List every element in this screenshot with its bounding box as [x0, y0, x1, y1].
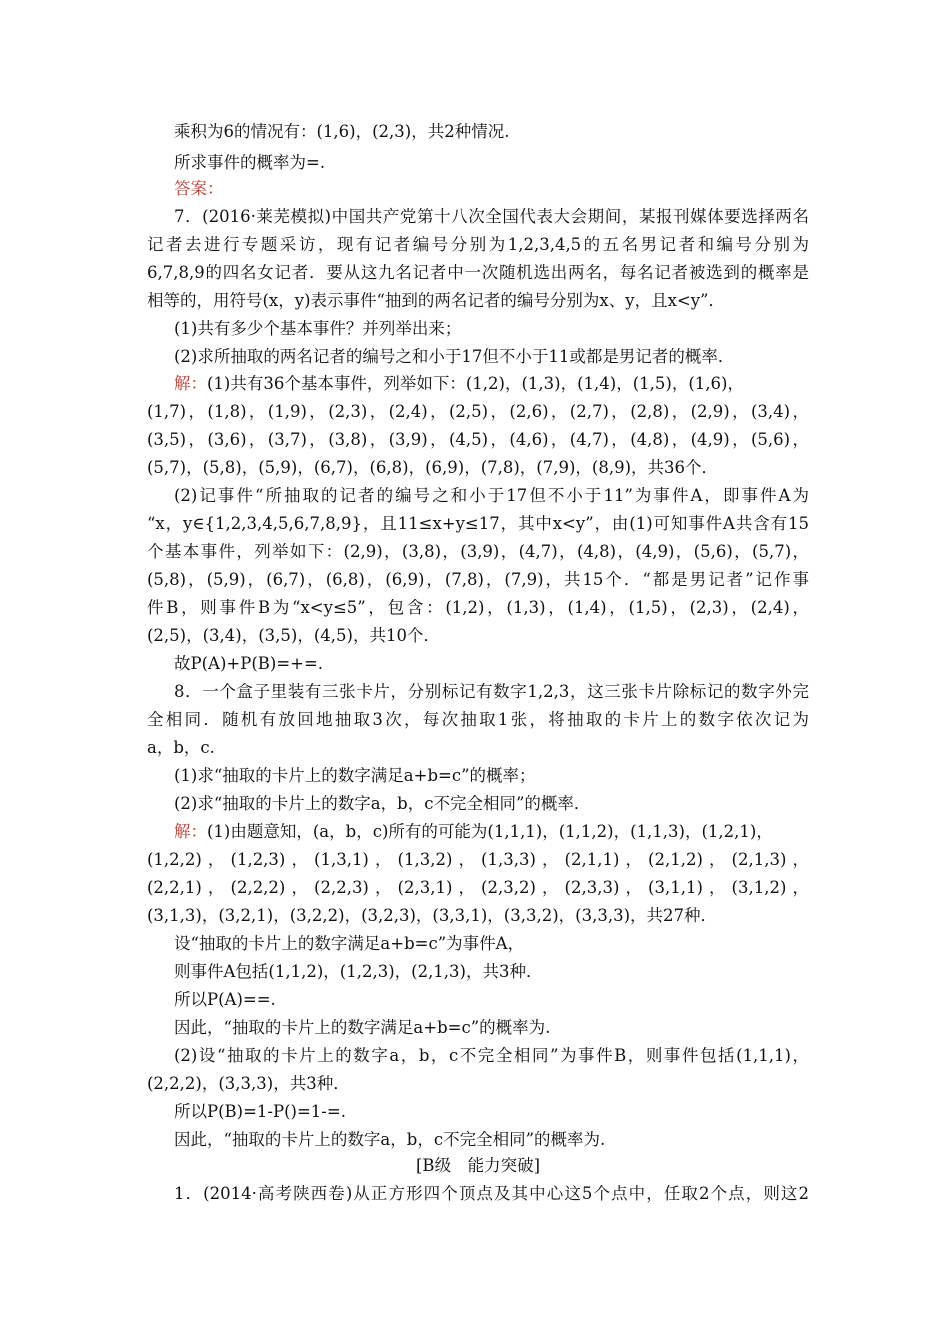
text-line: (2)设“抽取的卡片上的数字a，b，c不完全相同”为事件B，则事件包括(1,1,1)，: [174, 1046, 809, 1065]
text-line: 所以P(B)=1-P()=1-=.: [174, 1102, 346, 1121]
text-line: (3,5)，(3,6)，(3,7)，(3,8)，(3,9)，(4,5)，(4,6)，(4,7)，(4,8)，(4,9)，(5,6)，: [147, 430, 809, 449]
text-line: (2,2,2)，(3,3,3)，共3种．: [147, 1074, 350, 1093]
solution-label: 解：: [174, 822, 207, 841]
text-line: 所以P(A)==.: [174, 990, 276, 1009]
solution-line: [174, 820, 809, 844]
text-line: (2,2,1)，(2,2,2)，(2,2,3)，(2,3,1)，(2,3,2)，(2,3,3)，(3,1,1)，(3,1,2)，: [147, 878, 809, 897]
text-line: 8．一个盒子里装有三张卡片，分别标记有数字1,2,3，这三张卡片除标记的数字外完: [174, 682, 809, 701]
text-line: 7．(2016·莱芜模拟)中国共产党第十八次全国代表大会期间，某报刊媒体要选择两名: [174, 207, 809, 226]
text-line: 因此，“抽取的卡片上的数字a，b，c不完全相同”的概率为.: [174, 1130, 606, 1149]
text-line: 全相同．随机有放回地抽取3次，每次抽取1张，将抽取的卡片上的数字依次记为: [147, 710, 809, 729]
text-line: 相等的，用符号(x，y)表示事件“抽到的两名记者的编号分别为x、y，且x<y”．: [147, 291, 725, 310]
text-line: 6,7,8,9的四名女记者．要从这九名记者中一次随机选出两名，每名记者被选到的概率是: [147, 263, 809, 282]
text-line: 件B，则事件B为“x<y≤5”，包含：(1,2)，(1,3)，(1,4)，(1,5)，(2,3)，(2,4)，: [147, 598, 809, 617]
text-line: 设“抽取的卡片上的数字满足a+b=c”为事件A，: [174, 934, 525, 953]
text-line: (5,8)，(5,9)，(6,7)，(6,8)，(6,9)，(7,8)，(7,9)，共15个．“都是男记者”记作事: [147, 570, 809, 589]
text-line: 乘积为6的情况有：(1,6)，(2,3)，共2种情况.: [174, 122, 510, 141]
text-line: (2)求所抽取的两名记者的编号之和小于17但不小于11或都是男记者的概率．: [174, 347, 735, 366]
text-line: 则事件A包括(1,1,2)，(1,2,3)，(2,1,3)，共3种．: [174, 962, 543, 981]
text-line: (2)记事件“所抽取的记者的编号之和小于17但不小于11”为事件A，即事件A为: [174, 486, 809, 505]
text-line: 1．(2014·高考陕西卷)从正方形四个顶点及其中心这5个点中，任取2个点，则这2: [174, 1184, 809, 1203]
text-line: (2)求“抽取的卡片上的数字a，b，c不完全相同”的概率．: [174, 794, 591, 813]
text-line: (1,7)，(1,8)，(1,9)，(2,3)，(2,4)，(2,5)，(2,6)，(2,7)，(2,8)，(2,9)，(3,4)，: [147, 402, 809, 421]
text-line: 记者去进行专题采访，现有记者编号分别为1,2,3,4,5的五名男记者和编号分别为: [147, 235, 809, 254]
text-line: (1,2,2)，(1,2,3)，(1,3,1)，(1,3,2)，(1,3,3)，(2,1,1)，(2,1,2)，(2,1,3)，: [147, 850, 809, 869]
answer-label: 答案：: [174, 179, 224, 198]
text-line: (1)求“抽取的卡片上的数字满足a+b=c”的概率；: [174, 766, 536, 785]
solution-line: [174, 372, 809, 396]
section-heading: [B级 能力突破]: [416, 1156, 540, 1175]
text-span: (1)共有36个基本事件，列举如下：(1,2)，(1,3)，(1,4)，(1,5)，(1,6)，: [207, 374, 744, 393]
text-line: 因此，“抽取的卡片上的数字满足a+b=c”的概率为.: [174, 1018, 551, 1037]
text-line: (5,7)，(5,8)，(5,9)，(6,7)，(6,8)，(6,9)，(7,8)，(7,9)，(8,9)，共36个．: [147, 458, 719, 477]
text-line: (2,5)，(3,4)，(3,5)，(4,5)，共10个．: [147, 626, 440, 645]
text-line: “x，y∈{1,2,3,4,5,6,7,8,9}，且11≤x+y≤17，其中x<y”，由(1)可知事件A共含有15: [147, 514, 809, 533]
text-line: (1)共有多少个基本事件？并列举出来；: [174, 319, 462, 338]
solution-label: 解：: [174, 374, 207, 393]
text-line: 个基本事件，列举如下：(2,9)，(3,8)，(3,9)，(4,7)，(4,8)，(4,9)，(5,6)，(5,7)，: [147, 542, 809, 561]
text-span: (1)由题意知，(a，b，c)所有的可能为(1,1,1)，(1,1,2)，(1,1,3)，(1,2,1)，: [207, 822, 773, 841]
text-line: 故P(A)+P(B)=+=.: [174, 654, 324, 673]
text-line: (3,1,3)，(3,2,1)，(3,2,2)，(3,2,3)，(3,3,1)，(3,3,2)，(3,3,3)，共27种．: [147, 906, 717, 925]
text-line: 所求事件的概率为=.: [174, 153, 326, 172]
text-line: a，b，c.: [147, 738, 215, 757]
